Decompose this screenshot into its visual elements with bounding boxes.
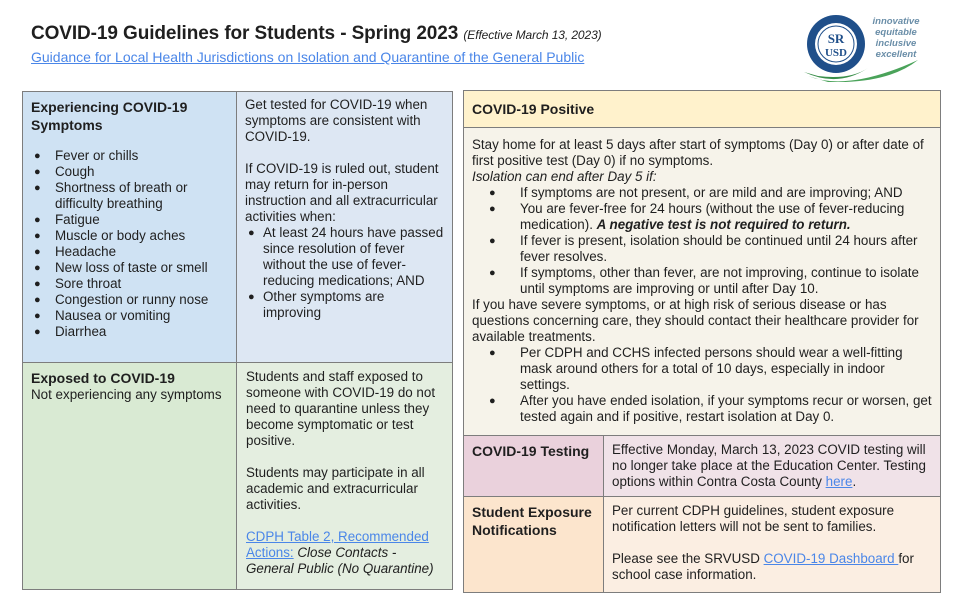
list-item: ● Other symptoms are improving (245, 289, 444, 321)
testing-cell (464, 436, 604, 497)
list-item: ● If symptoms are not present, or are mild and are improving; AND (472, 185, 932, 201)
positive-intro: Stay home for at least 5 days after start of symptoms (Day 0) or after date of first positive test (Day 0) if no symptoms. (472, 137, 924, 168)
severe-symptoms-text: If you have severe symptoms, or at high risk of serious disease or has questions concerning care, they should contact their healthcare provider for available treatments. (472, 297, 919, 344)
list-item: ● Muscle or body aches (31, 228, 228, 244)
page-title-row (31, 23, 602, 45)
list-item: ● You are fever-free for 24 hours (without the use of fever-reducing medication). A negative test is not required to return. (472, 201, 932, 233)
list-item: ● Fever or chills (31, 148, 228, 164)
list-item: ● If fever is present, isolation should be continued until 24 hours after fever resolves. (472, 233, 932, 265)
exposed-guidance-cell (237, 363, 453, 590)
exposed-subtitle: Not experiencing any symptoms (31, 387, 222, 402)
testing-options-link[interactable]: here (825, 474, 853, 489)
list-item: ● Nausea or vomiting (31, 308, 228, 324)
notifications-title: Student Exposure Notifications (472, 504, 592, 538)
list-item: ● Diarrhea (31, 324, 228, 340)
symptoms-list (31, 148, 228, 340)
list-item: ● Sore throat (31, 276, 228, 292)
list-item: ● Headache (31, 244, 228, 260)
isolation-heading: Isolation can end after Day 5 if: (472, 169, 657, 184)
return-conditions-list (245, 225, 444, 321)
list-item: ● If symptoms, other than fever, are not improving, continue to isolate until symptoms are improving or until after Day 10. (472, 265, 932, 297)
list-item: ● Fatigue (31, 212, 228, 228)
covid-dashboard-link[interactable]: COVID-19 Dashboard (763, 551, 899, 566)
exposed-guidance-text: Students and staff exposed to someone with COVID-19 do not need to quarantine unless they become symptomatic or test positive. (246, 369, 436, 448)
list-item: ● After you have ended isolation, if your symptoms recur or worsen, get tested again and if positive, restart isolation at Day 0. (472, 393, 932, 425)
positive-guidance-cell (464, 128, 941, 436)
guidance-link[interactable]: Guidance for Local Health Jurisdictions on Isolation and Quarantine of the General Public (31, 49, 585, 65)
list-item: ● Cough (31, 164, 228, 180)
cdph-table-link[interactable]: CDPH Table 2, Recommended Actions: (246, 529, 429, 560)
dashboard-reference: Please see the SRVUSD COVID-19 Dashboard for school case information. (612, 551, 914, 582)
logo-tagline: innovative equitable inclusive excellent (872, 16, 920, 60)
list-item: ● Shortness of breath or difficulty breathing (31, 180, 228, 212)
symptoms-exposure-table (22, 91, 453, 590)
notifications-cell (464, 497, 604, 593)
positive-testing-table (463, 90, 941, 593)
list-item: ● At least 24 hours have passed since resolution of fever without the use of fever-reducing medications; AND (245, 225, 444, 289)
symptoms-title: Experiencing COVID-19 Symptoms (31, 99, 188, 133)
cdph-table-reference: CDPH Table 2, Recommended Actions: Close Contacts - General Public (No Quarantine) (246, 529, 434, 576)
symptoms-cell (23, 92, 237, 363)
isolation-conditions-list (472, 185, 932, 297)
logo-letters-bottom: USD (824, 47, 848, 59)
exposed-cell (23, 363, 237, 590)
list-item: ● Congestion or runny nose (31, 292, 228, 308)
page-title: COVID-19 Guidelines for Students - Spring 2023 (Effective March 13, 2023) (31, 23, 602, 44)
notifications-info-cell (604, 497, 941, 593)
symptoms-return-text: If COVID-19 is ruled out, student may return for in-person instruction and all extracurricular activities when: (245, 161, 439, 224)
after-isolation-list (472, 345, 932, 425)
srvusd-logo (798, 10, 938, 82)
list-item: ● Per CDPH and CCHS infected persons should wear a well-fitting mask around others for a total of 10 days, especially in indoor settings. (472, 345, 932, 393)
logo-letters-top: SR (827, 31, 845, 46)
effective-date: (Effective March 13, 2023) (463, 28, 602, 42)
positive-title: COVID-19 Positive (472, 101, 595, 117)
testing-info-cell: Effective Monday, March 13, 2023 COVID testing will no longer take place at the Education Center. Testing options within Contra Costa County here. (604, 436, 941, 497)
notifications-text: Per current CDPH guidelines, student exposure notification letters will not be sent to families. (612, 503, 895, 534)
exposed-participation-text: Students may participate in all academic and extracurricular activities. (246, 465, 425, 512)
symptoms-guidance-cell (237, 92, 453, 363)
list-item: ● New loss of taste or smell (31, 260, 228, 276)
testing-title: COVID-19 Testing (472, 443, 590, 459)
testing-text: Effective Monday, March 13, 2023 COVID testing will no longer take place at the Education Center. Testing options within Contra Costa County (612, 442, 926, 489)
positive-header-cell (464, 91, 941, 128)
symptoms-guidance-text: Get tested for COVID-19 when symptoms are consistent with COVID-19. (245, 97, 428, 144)
exposed-title: Exposed to COVID-19 (31, 370, 175, 386)
